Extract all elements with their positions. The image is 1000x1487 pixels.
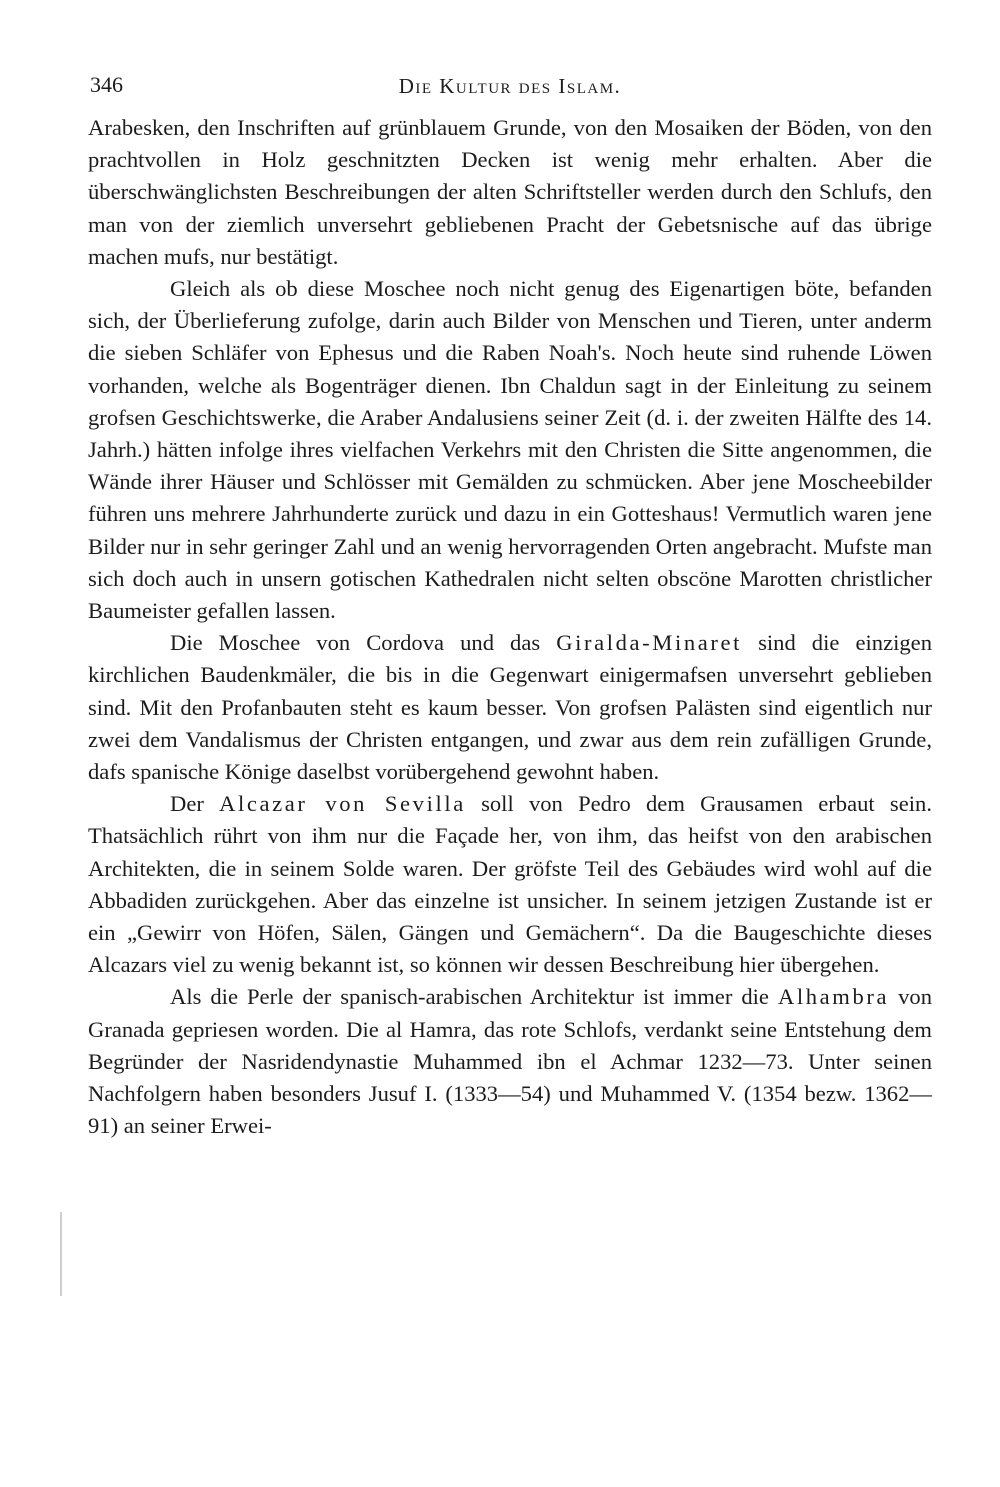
paragraph-5-text-b: von Granada gepriesen worden. Die al Hamra, das rote Schlofs, verdankt seine Entstehung dem Begründer der Nasridendynastie Muhammed ibn el Achmar 1232—73. Unter seinen Nachfolgern haben besonders Jusuf I. (1333—54) und Muhammed V. (1354 bezw. 1362—91) an seiner Erwei- <box>88 984 932 1139</box>
running-title: Die Kultur des Islam. <box>398 74 622 98</box>
paragraph-5 <box>88 981 932 1142</box>
paragraph-3 <box>88 627 932 788</box>
margin-pencil-mark <box>60 1212 62 1296</box>
giralda-minaret-emphasis: Giralda-Minaret <box>556 630 743 656</box>
paragraph-4 <box>88 788 932 981</box>
page-header <box>88 72 932 112</box>
body-text <box>88 112 932 1143</box>
paragraph-4-text-b: soll von Pedro dem Grausamen erbaut sein. Thatsächlich rührt von ihm nur die Façade her, von ihm, das heifst von den arabischen Architekten, die in seinem Solde waren. Der gröfste Teil des Gebäudes wird wohl auf die Abbadiden zurückgehen. Aber das einzelne ist unsicher. In seinem jetzigen Zustande ist er ein „Gewirr von Höfen, Sälen, Gängen und Gemächern“. Da die Baugeschichte dieses Alcazars viel zu wenig bekannt ist, so können wir dessen Beschreibung hier übergehen. <box>88 791 932 978</box>
paragraph-3-text-a: Die Moschee von Cordova und das <box>170 630 557 656</box>
paragraph-5-text-a: Als die Perle der spanisch-arabischen Architektur ist immer die <box>170 984 778 1010</box>
paragraph-1 <box>88 112 932 273</box>
page-number: 346 <box>90 72 123 97</box>
alhambra-emphasis: Alhambra <box>777 984 890 1010</box>
alcazar-emphasis: Alcazar von Sevilla <box>219 791 466 817</box>
paragraph-4-text-a: Der <box>170 791 220 817</box>
paragraph-2 <box>88 273 932 627</box>
paragraph-1-text: Arabesken, den Inschriften auf grünblauem Grunde, von den Mosaiken der Böden, von den prachtvollen in Holz geschnitzten Decken ist wenig mehr erhalten. Aber die überschwänglichsten Beschreibungen der alten Schriftsteller werden durch den Schlufs, den man von der ziemlich unversehrt gebliebenen Pracht der Gebetsnische auf das übrige machen mufs, nur bestätigt. <box>88 115 932 269</box>
paragraph-2-text: Gleich als ob diese Moschee noch nicht genug des Eigenartigen böte, befanden sich, der Überlieferung zufolge, darin auch Bilder von Menschen und Tieren, unter anderm die sieben Schläfer von Ephesus und die Raben Noah's. Noch heute sind ruhende Löwen vorhanden, welche als Bogenträger dienen. Ibn Chaldun sagt in der Einleitung zu seinem grofsen Geschichtswerke, die Araber Andalusiens seiner Zeit (d. i. der zweiten Hälfte des 14. Jahrh.) hätten infolge ihres vielfachen Verkehrs mit den Christen die Sitte angenommen, die Wände ihrer Häuser und Schlösser mit Gemälden zu schmücken. Aber jene Moscheebilder führen uns mehrere Jahrhunderte zurück und dazu in ein Gotteshaus! Vermutlich waren jene Bilder nur in sehr geringer Zahl und an wenig hervorragenden Orten angebracht. Mufste man sich doch auch in unsern gotischen Kathedralen nicht selten obscöne Marotten christlicher Baumeister gefallen lassen. <box>88 276 932 624</box>
paragraph-3-text-b: sind die einzigen kirchlichen Baudenkmäler, die bis in die Gegenwart einigermafsen unversehrt geblieben sind. Mit den Profanbauten steht es kaum besser. Von grofsen Palästen sind eigentlich nur zwei dem Vandalismus der Christen entgangen, und zwar aus dem rein zufälligen Grunde, dafs spanische Könige daselbst vorübergehend gewohnt haben. <box>88 630 932 785</box>
